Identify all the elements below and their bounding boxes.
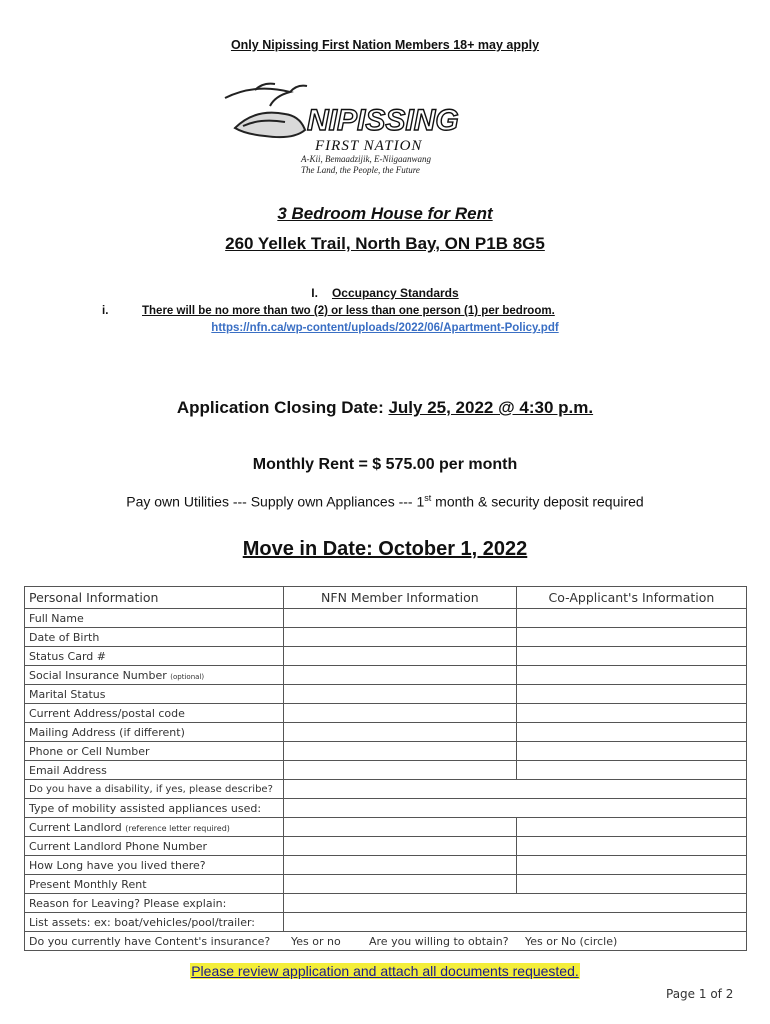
table-row	[25, 837, 747, 856]
utilities-text-start: Pay own Utilities --- Supply own Appliances --- 1	[126, 493, 425, 510]
table-row	[25, 609, 747, 628]
co-applicant-cell[interactable]	[516, 818, 746, 837]
co-applicant-cell[interactable]	[516, 875, 746, 894]
co-applicant-cell[interactable]	[516, 647, 746, 666]
table-row	[25, 723, 747, 742]
row-label	[25, 666, 284, 685]
table-row	[25, 704, 747, 723]
table-row	[25, 875, 747, 894]
row-label: Status Card #	[25, 647, 284, 666]
row-label: Phone or Cell Number	[25, 742, 284, 761]
move-in-date: Move in Date: October 1, 2022	[242, 538, 528, 560]
table-row	[25, 780, 747, 799]
member-cell[interactable]	[283, 704, 516, 723]
wide-answer-cell[interactable]	[283, 780, 746, 799]
insurance-row	[25, 932, 747, 951]
table-row	[25, 742, 747, 761]
co-applicant-cell[interactable]	[516, 742, 746, 761]
review-notice-text: Please review application and attach all documents requested.	[191, 963, 579, 979]
table-row	[25, 913, 747, 932]
closing-date	[0, 398, 770, 418]
utilities-note	[0, 493, 770, 510]
row-label: Current Address/postal code	[25, 704, 284, 723]
member-cell[interactable]	[283, 609, 516, 628]
member-cell[interactable]	[283, 856, 516, 875]
sin-optional-note: (optional)	[170, 672, 205, 681]
co-applicant-cell[interactable]	[516, 837, 746, 856]
occupancy-item-text: There will be no more than two (2) or less than one person (1) per bedroom.	[142, 305, 555, 317]
co-applicant-cell[interactable]	[516, 856, 746, 875]
co-applicant-cell[interactable]	[516, 609, 746, 628]
table-row	[25, 856, 747, 875]
occupancy-heading-text: Occupancy Standards	[331, 286, 459, 300]
logo-tagline-1: A-Kii, Bemaadzijik, E-Niigaanwang	[301, 154, 431, 164]
header-co-applicant-info: Co-Applicant's Information	[516, 587, 746, 609]
header-member-info: NFN Member Information	[283, 587, 516, 609]
willing-to-obtain-answer[interactable]: Yes or No (circle)	[525, 934, 618, 948]
table-row	[25, 628, 747, 647]
monthly-rent: Monthly Rent = $ 575.00 per month	[252, 456, 518, 473]
closing-date-value: July 25, 2022 @ 4:30 p.m.	[388, 398, 594, 417]
member-cell[interactable]	[283, 742, 516, 761]
member-cell[interactable]	[283, 723, 516, 742]
row-label	[25, 818, 284, 837]
co-applicant-cell[interactable]	[516, 761, 746, 780]
member-cell[interactable]	[283, 818, 516, 837]
application-table	[24, 586, 747, 951]
member-cell[interactable]	[283, 761, 516, 780]
table-row	[25, 818, 747, 837]
co-applicant-cell[interactable]	[516, 628, 746, 647]
table-row	[25, 799, 747, 818]
member-cell[interactable]	[283, 666, 516, 685]
member-cell[interactable]	[283, 685, 516, 704]
table-header-row	[25, 587, 747, 609]
member-cell[interactable]	[283, 875, 516, 894]
row-label-text: Social Insurance Number	[29, 668, 167, 682]
apartment-policy-link[interactable]: https://nfn.ca/wp-content/uploads/2022/06/Apartment-Policy.pdf	[211, 322, 559, 334]
co-applicant-cell[interactable]	[516, 723, 746, 742]
closing-date-label: Application Closing Date:	[176, 398, 389, 417]
table-row	[25, 761, 747, 780]
member-cell[interactable]	[283, 647, 516, 666]
row-label: List assets: ex: boat/vehicles/pool/trailer:	[25, 913, 284, 932]
occupancy-heading	[0, 286, 770, 300]
row-label: Present Monthly Rent	[25, 875, 284, 894]
insurance-question: Do you currently have Content's insurance?	[29, 934, 271, 948]
row-label: Full Name	[25, 609, 284, 628]
row-label: How Long have you lived there?	[25, 856, 284, 875]
logo-subname: FIRST NATION	[315, 138, 423, 154]
row-label: Current Landlord Phone Number	[25, 837, 284, 856]
header-personal-info: Personal Information	[25, 587, 284, 609]
table-row	[25, 685, 747, 704]
table-row	[25, 666, 747, 685]
nipissing-logo	[215, 78, 515, 178]
wide-answer-cell[interactable]	[283, 799, 746, 818]
row-label: Marital Status	[25, 685, 284, 704]
willing-to-obtain-question: Are you willing to obtain?	[369, 934, 509, 948]
insurance-answer-yes-no[interactable]: Yes or no	[291, 934, 341, 948]
listing-address: 260 Yellek Trail, North Bay, ON P1B 8G5	[225, 234, 545, 253]
logo-name: NIPISSING	[307, 104, 459, 137]
table-row	[25, 894, 747, 913]
insurance-cell	[25, 932, 747, 951]
row-label-text: Current Landlord	[29, 820, 122, 834]
occupancy-heading-number: I.	[311, 286, 318, 300]
co-applicant-cell[interactable]	[516, 704, 746, 723]
membership-notice: Only Nipissing First Nation Members 18+ may apply	[230, 38, 540, 52]
row-label: Mailing Address (if different)	[25, 723, 284, 742]
member-cell[interactable]	[283, 628, 516, 647]
row-label: Reason for Leaving? Please explain:	[25, 894, 284, 913]
landlord-reference-note: (reference letter required)	[125, 823, 230, 833]
listing-title: 3 Bedroom House for Rent	[277, 204, 493, 223]
page-number: Page 1 of 2	[666, 987, 734, 1001]
caribou-antler-icon	[225, 84, 307, 138]
occupancy-item-number: i.	[102, 305, 109, 317]
logo-tagline-2: The Land, the People, the Future	[301, 165, 420, 175]
utilities-text-end: month & security deposit required	[431, 493, 644, 510]
occupancy-item	[102, 305, 555, 317]
row-label: Do you have a disability, if yes, please describe?	[25, 780, 284, 799]
member-cell[interactable]	[283, 837, 516, 856]
wide-answer-cell[interactable]	[283, 913, 746, 932]
row-label: Date of Birth	[25, 628, 284, 647]
row-label: Type of mobility assisted appliances used:	[25, 799, 284, 818]
row-label: Email Address	[25, 761, 284, 780]
utilities-superscript: st	[424, 493, 432, 503]
table-row	[25, 647, 747, 666]
review-notice	[0, 963, 770, 979]
co-applicant-cell[interactable]	[516, 685, 746, 704]
wide-answer-cell[interactable]	[283, 894, 746, 913]
co-applicant-cell[interactable]	[516, 666, 746, 685]
